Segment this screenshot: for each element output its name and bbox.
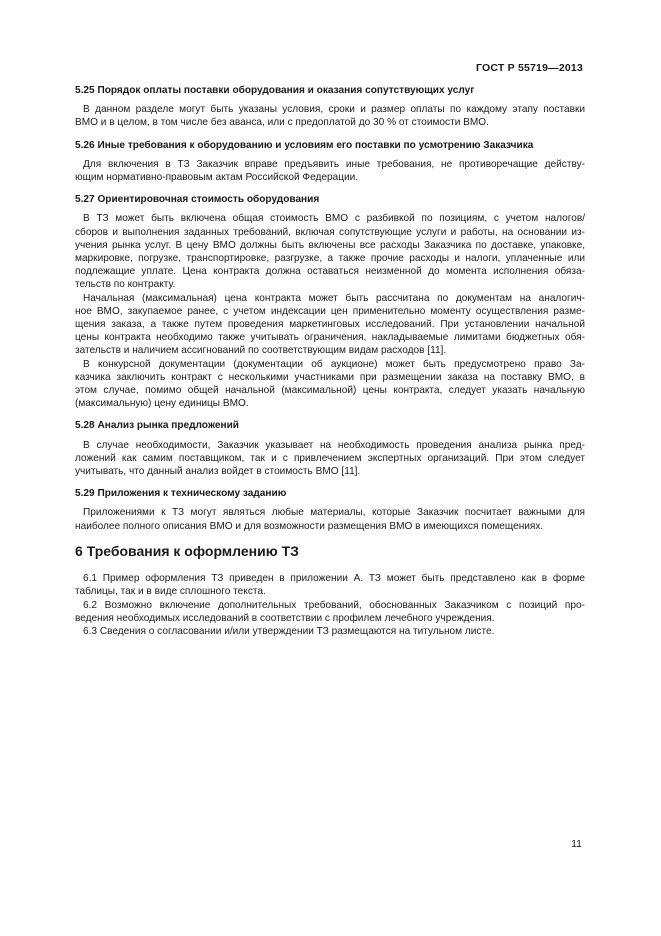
text-line: наиболее полного описания ВМО и для возможности размещения ВМО в имеющихся помещениях. (75, 520, 544, 532)
section-paragraph (75, 625, 585, 638)
section-paragraph (75, 506, 585, 532)
section-paragraph (75, 212, 585, 291)
text-line: тельств по контракту. (75, 279, 176, 291)
section-heading: 5.28 Анализ рынка предложений (75, 420, 239, 432)
chapter-6-body (75, 572, 585, 638)
section-paragraph (75, 158, 585, 184)
text-line: зательств и наличием ассигнований по соответствующим видам расходов [11]. (75, 345, 447, 357)
section-heading: 5.27 Ориентировочная стоимость оборудования (75, 194, 320, 206)
section-heading: 5.26 Иные требования к оборудованию и условиям его поставки по усмотрению Заказчика (75, 139, 534, 151)
section-paragraph (75, 599, 585, 625)
text-line: ВМО и в целом, в том числе без аванса, или с предоплатой до 30 % от стоимости ВМО. (75, 117, 489, 129)
section-5-28 (75, 419, 585, 478)
text-line: ное ВМО, закупаемое ранее, с учетом индексации цен применительно моменту осуществления разме- (75, 305, 585, 317)
text-line: Для включения в ТЗ Заказчик вправе предъявить иные требования, не противоречащие действу- (83, 158, 585, 170)
section-5-25 (75, 84, 585, 130)
text-line: казчика заключить контракт с несколькими участниками при размещении заказа на поставку ВМО, в (75, 371, 585, 383)
text-line: учитывать, что данный анализ войдет в стоимость ВМО [11]. (75, 466, 361, 478)
section-5-26 (75, 139, 585, 185)
text-line: учения рынка услуг. В цену ВМО должны быть включены все расходы Заказчика по доставке, упаковке, (75, 239, 585, 251)
text-line: 6.1 Пример оформления ТЗ приведен в приложении А. ТЗ может быть представлено как в форме (83, 573, 585, 585)
text-line: ющим нормативно-правовым актам Российской Федерации. (75, 172, 359, 184)
text-line: щения заказа, а также путем проведения маркетинговых исследований. При установлении начальной (75, 319, 585, 331)
text-line: подлежащие уплате. Цена контракта должна оставаться неизменной до момента исполнения обяза- (75, 266, 585, 278)
section-paragraph (75, 439, 585, 479)
text-line: В конкурсной документации (документации об аукционе) может быть предусмотрено право За- (83, 358, 585, 370)
page-number: 11 (571, 838, 582, 850)
text-line: (максимальную) цену единицы ВМО. (75, 398, 249, 410)
text-line: Приложениями к ТЗ могут являться любые материалы, которые Заказчик посчитает важными для (83, 507, 585, 519)
text-line: ложений как самим поставщиком, так и с привлечением экспертных организаций. При этом следует (75, 452, 585, 464)
text-line: сборов и выполнения заданных требований, включая сопутствующие услуги и работы, на основании из- (75, 226, 585, 238)
section-heading: 5.29 Приложения к техническому заданию (75, 488, 287, 500)
text-line: маркировке, погрузке, транспортировке, разгрузке, а также прочие расходы и налоги, уплаченные или (75, 253, 585, 265)
text-line: В ТЗ может быть включена общая стоимость ВМО с разбивкой по позициям, с учетом налогов/ (83, 213, 585, 225)
document-body (75, 84, 585, 638)
section-paragraph (75, 292, 585, 358)
chapter-heading: 6 Требования к оформлению ТЗ (75, 542, 299, 559)
text-line: В данном разделе могут быть указаны условия, сроки и размер оплаты по каждому этапу поставки (83, 104, 585, 116)
text-line: Начальная (максимальная) цена контракта может быть рассчитана по документам на аналогич- (83, 292, 585, 304)
text-line: этом случае, помимо общей начальной (максимальной) цены контракта, следует указать начальную (75, 385, 585, 397)
section-paragraph (75, 572, 585, 598)
document-standard-number: ГОСТ Р 55719—2013 (475, 62, 583, 74)
text-line: 6.2 Возможно включение дополнительных требований, обоснованных Заказчиком с позиций про- (83, 599, 585, 611)
text-line: цены контракта необходимо также учитывать ограничения, накладываемые лимитами бюджетных обя- (75, 332, 585, 344)
section-paragraph (75, 358, 585, 411)
text-line: ведения необходимых исследований в соответствии с профилем лечебного учреждения. (75, 612, 495, 624)
section-5-27 (75, 193, 585, 410)
section-paragraph (75, 103, 585, 129)
section-5-29 (75, 487, 585, 533)
text-line: В случае необходимости, Заказчик указывает на необходимость проведения анализа рынка пред- (83, 439, 585, 451)
text-line: 6.3 Сведения о согласовании и/или утверждении ТЗ размещаются на титульном листе. (83, 625, 495, 637)
text-line: таблицы, так и в виде сплошного текста. (75, 586, 266, 598)
section-heading: 5.25 Порядок оплаты поставки оборудования и оказания сопутствующих услуг (75, 85, 475, 96)
